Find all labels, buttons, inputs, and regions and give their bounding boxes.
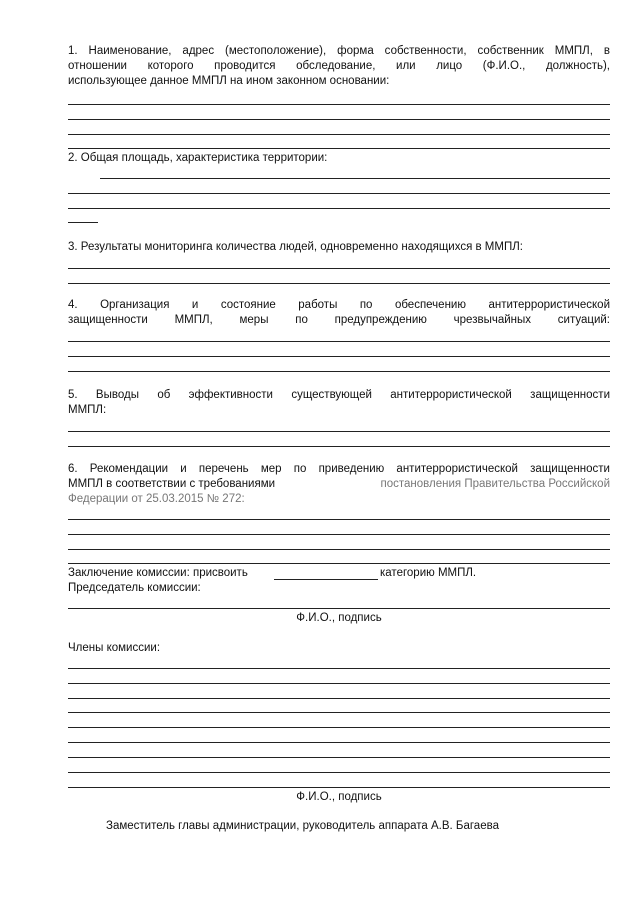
members-signature-caption: Ф.И.О., подпись [296, 791, 382, 803]
fill-line [68, 341, 610, 342]
chairman-signature-line[interactable] [68, 608, 610, 609]
member-line[interactable] [68, 668, 610, 669]
section-1-line-1: 1. Наименование, адрес (местоположение), форма собственности, собственник ММПЛ, в [68, 45, 610, 57]
fill-line [68, 431, 610, 432]
fill-line [68, 104, 610, 105]
fill-line-short [68, 222, 98, 223]
fill-line [68, 268, 610, 269]
fill-line [100, 178, 610, 179]
fill-line [68, 446, 610, 447]
section-4-line-2: защищенности ММПЛ, меры по предупреждению чрезвычайных ситуаций: [68, 314, 610, 326]
category-blank[interactable] [274, 579, 378, 580]
section-3-heading: 3. Результаты мониторинга количества людей, одновременно находящихся в ММПЛ: [68, 241, 523, 253]
section-1-line-2: отношении которого проводится обследование, или лицо (Ф.И.О., должность), [68, 60, 610, 72]
section-6-line-2-text: ММПЛ в соответствии с требованиями [68, 478, 276, 490]
member-line[interactable] [68, 757, 610, 758]
member-line[interactable] [68, 683, 610, 684]
fill-line [68, 283, 610, 284]
section-5-line-2: ММПЛ: [68, 404, 107, 416]
member-line[interactable] [68, 727, 610, 728]
section-6-line-1: 6. Рекомендации и перечень мер по приведению антитеррористической защищенности [68, 463, 610, 475]
fill-line [68, 193, 610, 194]
member-line[interactable] [68, 712, 610, 713]
section-1-line-3: использующее данное ММПЛ на ином законном основании: [68, 75, 390, 87]
fill-line [68, 534, 610, 535]
member-line[interactable] [68, 742, 610, 743]
conclusion-category-text: категорию ММПЛ. [380, 567, 477, 579]
fill-line [68, 134, 610, 135]
member-line[interactable] [68, 698, 610, 699]
fill-line [68, 549, 610, 550]
decree-reference-link[interactable]: постановления Правительства Российской [380, 478, 610, 490]
decree-reference-link-cont[interactable]: Федерации от 25.03.2015 № 272: [68, 493, 245, 505]
members-label: Члены комиссии: [68, 642, 161, 654]
chairman-signature-caption: Ф.И.О., подпись [296, 612, 382, 624]
section-6-line-2 [68, 477, 610, 492]
fill-line [68, 119, 610, 120]
section-5-line-1: 5. Выводы об эффективности существующей антитеррористической защищенности [68, 389, 610, 401]
fill-line [68, 563, 610, 564]
fill-line [68, 208, 610, 209]
fill-line [68, 356, 610, 357]
section-2-heading: 2. Общая площадь, характеристика территории: [68, 152, 328, 164]
footer-signature: Заместитель главы администрации, руководитель аппарата А.В. Багаева [106, 820, 499, 832]
member-line[interactable] [68, 787, 610, 788]
fill-line [68, 148, 610, 149]
conclusion-text: Заключение комиссии: присвоить [68, 567, 248, 579]
fill-line [68, 371, 610, 372]
chairman-label: Председатель комиссии: [68, 582, 201, 594]
fill-line [68, 519, 610, 520]
member-line[interactable] [68, 772, 610, 773]
section-4-line-1: 4. Организация и состояние работы по обеспечению антитеррористической [68, 299, 610, 311]
